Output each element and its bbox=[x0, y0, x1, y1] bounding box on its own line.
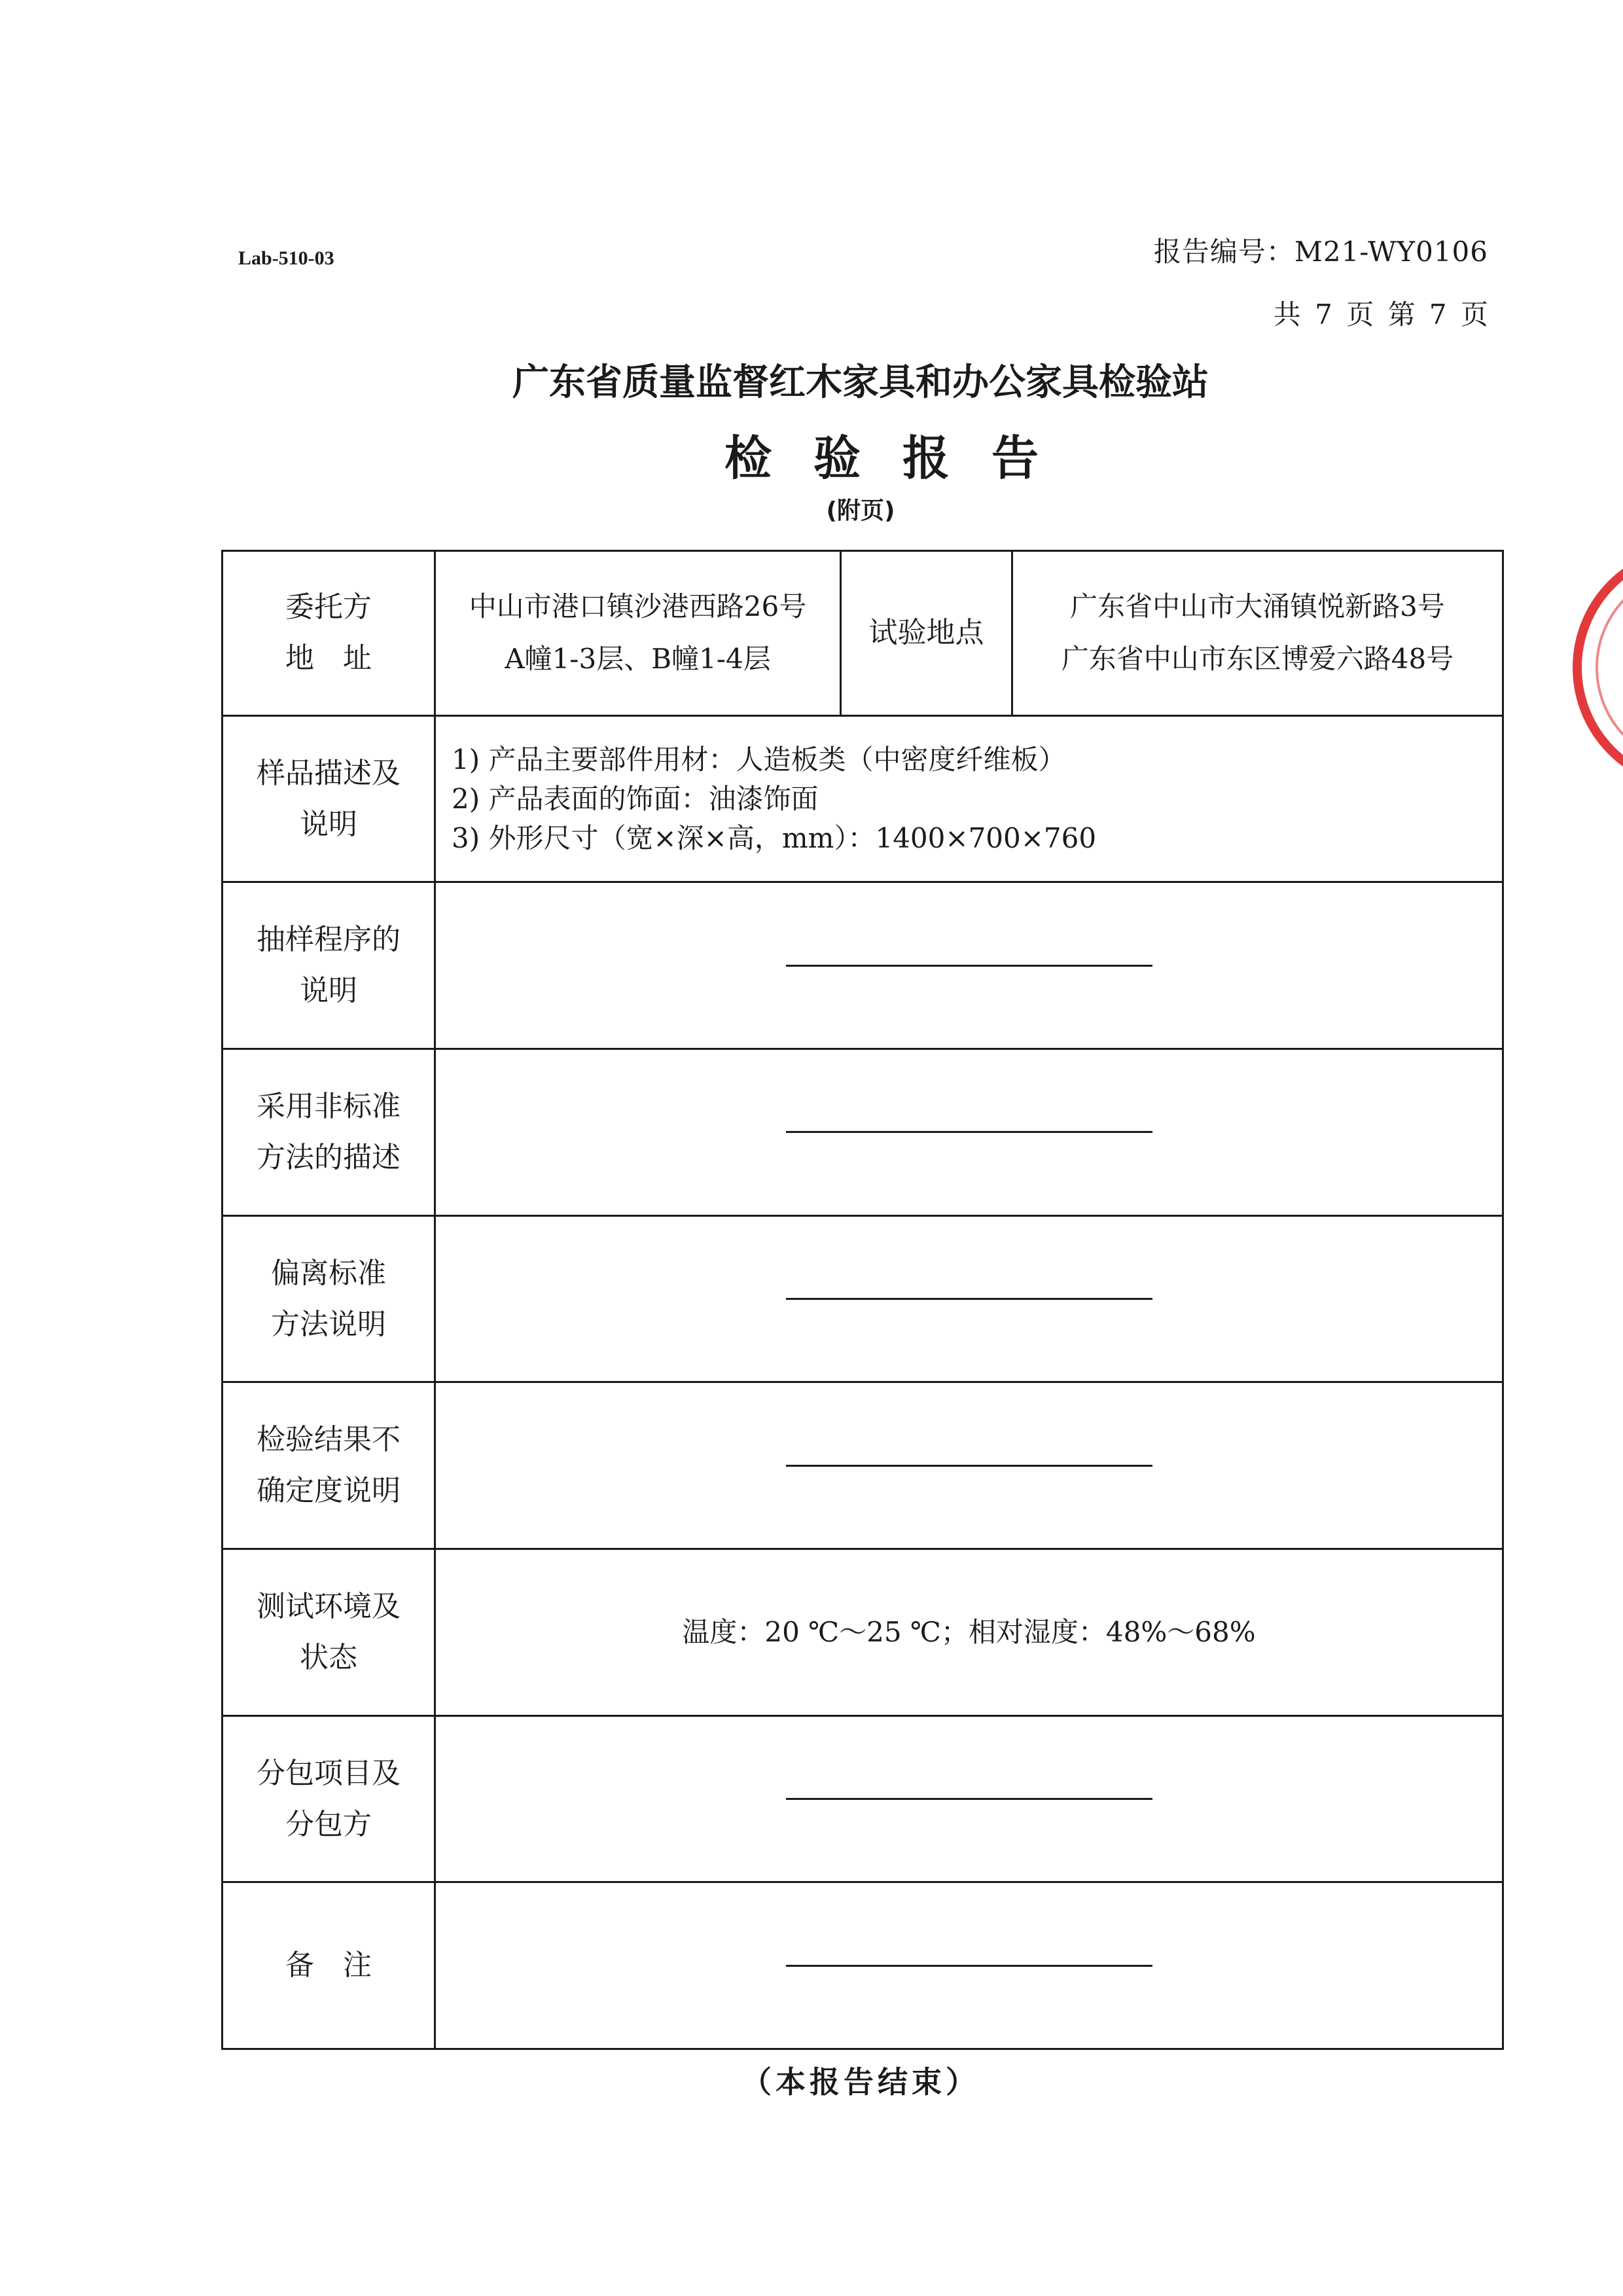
row-label-line1: 抽样程序的 bbox=[257, 923, 401, 957]
row-label bbox=[223, 1883, 436, 2048]
row-label-line2: 分包方 bbox=[285, 1807, 372, 1841]
row-label bbox=[223, 1550, 436, 1715]
table-row-remarks bbox=[223, 1881, 1502, 2048]
row-label-line1: 备 注 bbox=[285, 1948, 372, 1982]
client-label bbox=[223, 552, 436, 715]
dash-placeholder bbox=[786, 1798, 1152, 1800]
table-row-sampling bbox=[223, 881, 1502, 1048]
client-label-line1: 委托方 bbox=[285, 590, 372, 624]
sample-label bbox=[223, 717, 436, 882]
dash-placeholder bbox=[786, 965, 1152, 967]
row-label-line1: 偏离标准 bbox=[271, 1256, 386, 1290]
row-value-empty bbox=[436, 883, 1502, 1048]
sample-label-line2: 说明 bbox=[300, 807, 357, 841]
client-address-line2: A幢1-3层、B幢1-4层 bbox=[505, 643, 771, 675]
row-label bbox=[223, 1217, 436, 1382]
row-label-line2: 方法说明 bbox=[271, 1307, 386, 1341]
sample-item-2: 2) 产品表面的饰面：油漆饰面 bbox=[452, 782, 819, 815]
test-site-label: 试验地点 bbox=[842, 552, 1013, 715]
table-row-nonstandard-method bbox=[223, 1048, 1502, 1215]
table-row-deviation bbox=[223, 1215, 1502, 1382]
seal-icon bbox=[1564, 563, 1623, 772]
row-label-line2: 方法的描述 bbox=[257, 1140, 401, 1174]
row-label bbox=[223, 1383, 436, 1548]
row-label-line2: 状态 bbox=[300, 1640, 357, 1674]
table-row-client bbox=[223, 552, 1502, 715]
row-label-line1: 检验结果不 bbox=[257, 1423, 401, 1457]
sample-item-1: 1) 产品主要部件用材：人造板类（中密度纤维板） bbox=[452, 743, 1066, 776]
client-address bbox=[436, 552, 842, 715]
row-label bbox=[223, 1050, 436, 1215]
sample-item-3: 3) 外形尺寸（宽×深×高，mm）：1400×700×760 bbox=[452, 821, 1097, 854]
row-label-line1: 采用非标准 bbox=[257, 1089, 401, 1123]
report-number: 报告编号：M21-WY0106 bbox=[1153, 236, 1488, 268]
form-code: Lab-510-03 bbox=[238, 247, 334, 269]
client-address-line1: 中山市港口镇沙港西路26号 bbox=[469, 590, 807, 623]
report-end: （本报告结束） bbox=[741, 2064, 980, 2100]
table-row-uncertainty bbox=[223, 1381, 1502, 1548]
dash-placeholder bbox=[786, 1465, 1152, 1467]
client-label-line2: 地 址 bbox=[285, 641, 372, 675]
sample-description bbox=[436, 717, 1502, 882]
dash-placeholder bbox=[786, 1131, 1152, 1133]
table-row-sample bbox=[223, 715, 1502, 882]
row-value-empty bbox=[436, 1217, 1502, 1382]
row-value-empty bbox=[436, 1050, 1502, 1215]
row-label bbox=[223, 1717, 436, 1882]
table-row-subcontract bbox=[223, 1715, 1502, 1882]
document-title: 检验报告 bbox=[724, 431, 1080, 486]
report-table bbox=[221, 550, 1504, 2050]
dash-placeholder bbox=[786, 1965, 1152, 1967]
test-site bbox=[1013, 552, 1502, 715]
test-site-line1: 广东省中山市大涌镇悦新路3号 bbox=[1070, 590, 1445, 623]
row-value-empty bbox=[436, 1717, 1502, 1882]
row-label-line2: 确定度说明 bbox=[257, 1474, 401, 1508]
dash-placeholder bbox=[786, 1298, 1152, 1300]
row-value-empty bbox=[436, 1883, 1502, 2048]
table-row-environment bbox=[223, 1548, 1502, 1715]
row-label-line1: 分包项目及 bbox=[257, 1756, 401, 1790]
environment-value: 温度：20 ℃～25 ℃；相对湿度：48%～68% bbox=[682, 1615, 1256, 1648]
organization-title: 广东省质量监督红木家具和办公家具检验站 bbox=[512, 361, 1209, 404]
test-site-line2: 广东省中山市东区博爱六路48号 bbox=[1061, 643, 1454, 675]
document-subtitle: (附页) bbox=[826, 497, 895, 524]
sample-label-line1: 样品描述及 bbox=[257, 756, 401, 790]
official-seal bbox=[1564, 563, 1623, 772]
row-label-line2: 说明 bbox=[300, 974, 357, 1008]
page-info: 共 7 页 第 7 页 bbox=[1273, 298, 1488, 331]
row-value-empty bbox=[436, 1383, 1502, 1548]
row-label bbox=[223, 883, 436, 1048]
row-label-line1: 测试环境及 bbox=[257, 1589, 401, 1623]
